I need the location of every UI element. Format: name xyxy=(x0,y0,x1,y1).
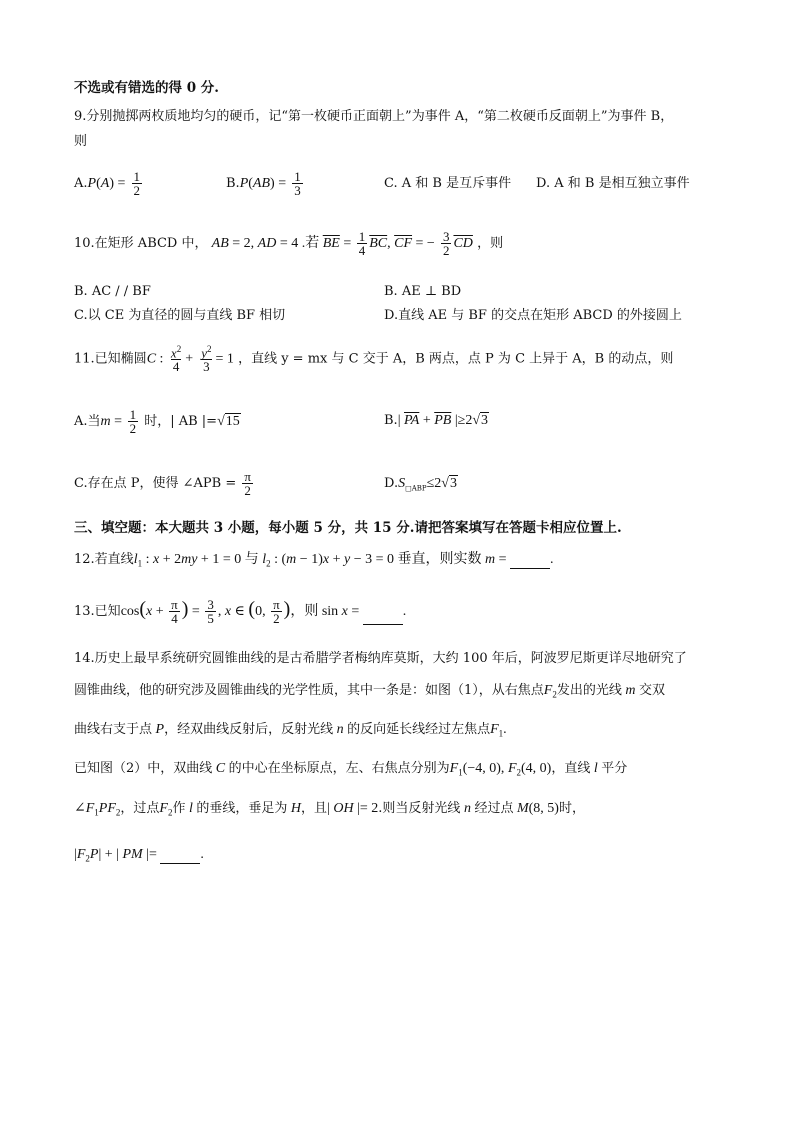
q12-prefix: 12.若直线 xyxy=(74,552,134,567)
q10-prefix: 10.在矩形 ABCD 中， xyxy=(74,236,208,251)
q14-line-4d: 平分 xyxy=(601,761,628,776)
q14-line-2: 圆锥曲线，他的研究涉及圆锥曲线的光学性质，其中一条是：如图（1），从右焦点$F_2$发出的光线 m 交双 xyxy=(74,683,665,700)
q11-option-b-label: B. xyxy=(384,413,398,428)
q9-option-a-label: A. xyxy=(74,176,88,191)
q11-option-d-label: D. xyxy=(384,476,399,491)
q11-option-a-prefix: A.当 xyxy=(74,414,101,429)
q14-line-3: 曲线右支于点 P，经双曲线反射后，反射光线 n 的反向延长线经过左焦点$F_1$. xyxy=(74,722,507,739)
q10-option-c: C.以 CE 为直径的圆与直线 BF 相切 xyxy=(74,308,286,323)
q11-stem: 11.已知椭圆C : $\frac{x^2}{4}$ + $\frac{y^2}{3}$ = 1 ，直线 y = mx 与 C 交于 A，B 两点，点 P 为 C 上异于 A，B 的动点，则 xyxy=(74,344,674,375)
q14-line-2b: 发出的光线 xyxy=(556,683,622,698)
q14-line-4b: 的中心在坐标原点，左、右焦点分别为 xyxy=(228,761,450,776)
q11-option-a: A.当m = $\frac{1}{2}$ 时，| AB |=√15 xyxy=(74,407,240,436)
q14-line-4c: ，直线 xyxy=(551,761,591,776)
q14-line-6: $|F_2P|$ + | PM |= . xyxy=(74,847,204,864)
q14-line-5c: 的垂线，垂足为 xyxy=(196,801,288,816)
q9-option-d: D. A 和 B 是相互独立事件 xyxy=(536,176,690,191)
q14-line-5d: ，且 xyxy=(301,801,328,816)
q14-line-4: 已知图（2）中，双曲线 C 的中心在坐标原点，左、右焦点分别为$F_1(-4$, 0), $F_2(4$, 0)，直线 l 平分 xyxy=(74,761,628,778)
q11-option-a-mid: 时，| AB |= xyxy=(144,414,218,429)
q14-line-5g: 时， xyxy=(558,801,585,816)
q14-line-4a: 已知图（2）中，双曲线 xyxy=(74,761,213,776)
q11-option-c: C.存在点 P，使得 ∠APB = $\frac{\pi}{2}$ xyxy=(74,469,251,498)
q14-line-3c: 的反向延长线经过左焦点 xyxy=(347,722,491,737)
q10-suffix: ，则 xyxy=(477,236,504,251)
q11-prefix: 11.已知椭圆 xyxy=(74,351,147,367)
q9-stem: 9.分别抛掷两枚质地均匀的硬币，记“第一枚硬币正面朝上”为事件 A，“第二枚硬币反面朝上”为事件 B， xyxy=(74,109,674,124)
q10-option-a: B. AC / / BF xyxy=(74,284,151,299)
q14-line-5a: ，过点 xyxy=(120,801,160,816)
q10-stem: 10.在矩形 ABCD 中， AB = 2, AD = 4 .若 $\overline{BE}$ = $\frac{1}{4}$ $\overline{BC}$, $\overline{CF}$ = − $\frac{3}{2}$ $\overline{CD}$ ，则 xyxy=(74,229,504,258)
q14-line-5e: .则当反射光线 xyxy=(378,801,461,816)
q13-answer-blank[interactable] xyxy=(363,612,403,625)
q14-line-5b: 作 xyxy=(172,801,186,816)
q11-option-c-prefix: C.存在点 P，使得 ∠APB = xyxy=(74,476,237,491)
q14-line-2a: 圆锥曲线，他的研究涉及圆锥曲线的光学性质，其中一条是：如图（1），从右焦点 xyxy=(74,683,544,698)
q9-option-c: C. A 和 B 是互斥事件 xyxy=(384,176,512,191)
q11-suffix: ，直线 y = mx 与 C 交于 A，B 两点，点 P 为 C 上异于 A，B 的动点，则 xyxy=(238,351,674,367)
q14-line-5f: 经过点 xyxy=(474,801,514,816)
q10-option-d: D.直线 AE 与 BF 的交点在矩形 ABCD 的外接圆上 xyxy=(384,308,682,323)
q11-option-b: B.| $\overline{PA} + \overline{PB}$ |≥2√3 xyxy=(384,413,488,428)
q12-answer-blank[interactable] xyxy=(510,556,550,569)
q9-stem-tail: 则 xyxy=(74,134,88,149)
q14-line-3a: 曲线右支于点 xyxy=(74,722,153,737)
q14-line-3b: ，经双曲线反射后，反射光线 xyxy=(164,722,334,737)
q13-stem: 13.已知cos(x + $\frac{\pi}{4}$ ) = $\frac{3}{5}$ , x ∈ (0, $\frac{\pi}{2}$ )，则 sin x = . xyxy=(74,597,407,626)
q9-option-b-label: B. xyxy=(226,176,240,191)
q14-line-2c: 交双 xyxy=(638,683,665,698)
q13-prefix: 13.已知 xyxy=(74,604,121,619)
q11-option-d: $D.S_{□ABP}\le 2√3$ xyxy=(384,476,457,493)
q14-line-1: 14.历史上最早系统研究圆锥曲线的是古希腊学者梅纳库莫斯，大约 100 年后，阿波罗尼斯更详尽地研究了 xyxy=(74,651,687,666)
q9-option-a: A.P(A) = $\frac{1}{2}$ xyxy=(74,169,141,198)
q14-answer-blank[interactable] xyxy=(160,851,200,864)
q12-stem: 12.若直线$l_1$ : x + 2my + 1 = 0 与 $l_2$ : (m − 1)x + y − 3 = 0 垂直，则实数 m = . xyxy=(74,552,554,569)
section-3-title: 三、填空题：本大题共 3 小题，每小题 5 分，共 15 分.请把答案填写在答题卡相应位置上. xyxy=(74,520,622,536)
instruction-text: 不选或有错选的得 0 分. xyxy=(74,80,219,96)
q9-option-b: B.P(AB) = $\frac{1}{3}$ xyxy=(226,169,301,198)
q10-option-b: B. AE ⊥ BD xyxy=(384,284,462,299)
q14-line-5: $\angle F_1PF_2$，过点$F_2$作 l 的垂线，垂足为 H，且| OH |= 2.则当反射光线 n 经过点 M(8, 5)时， xyxy=(74,801,585,818)
